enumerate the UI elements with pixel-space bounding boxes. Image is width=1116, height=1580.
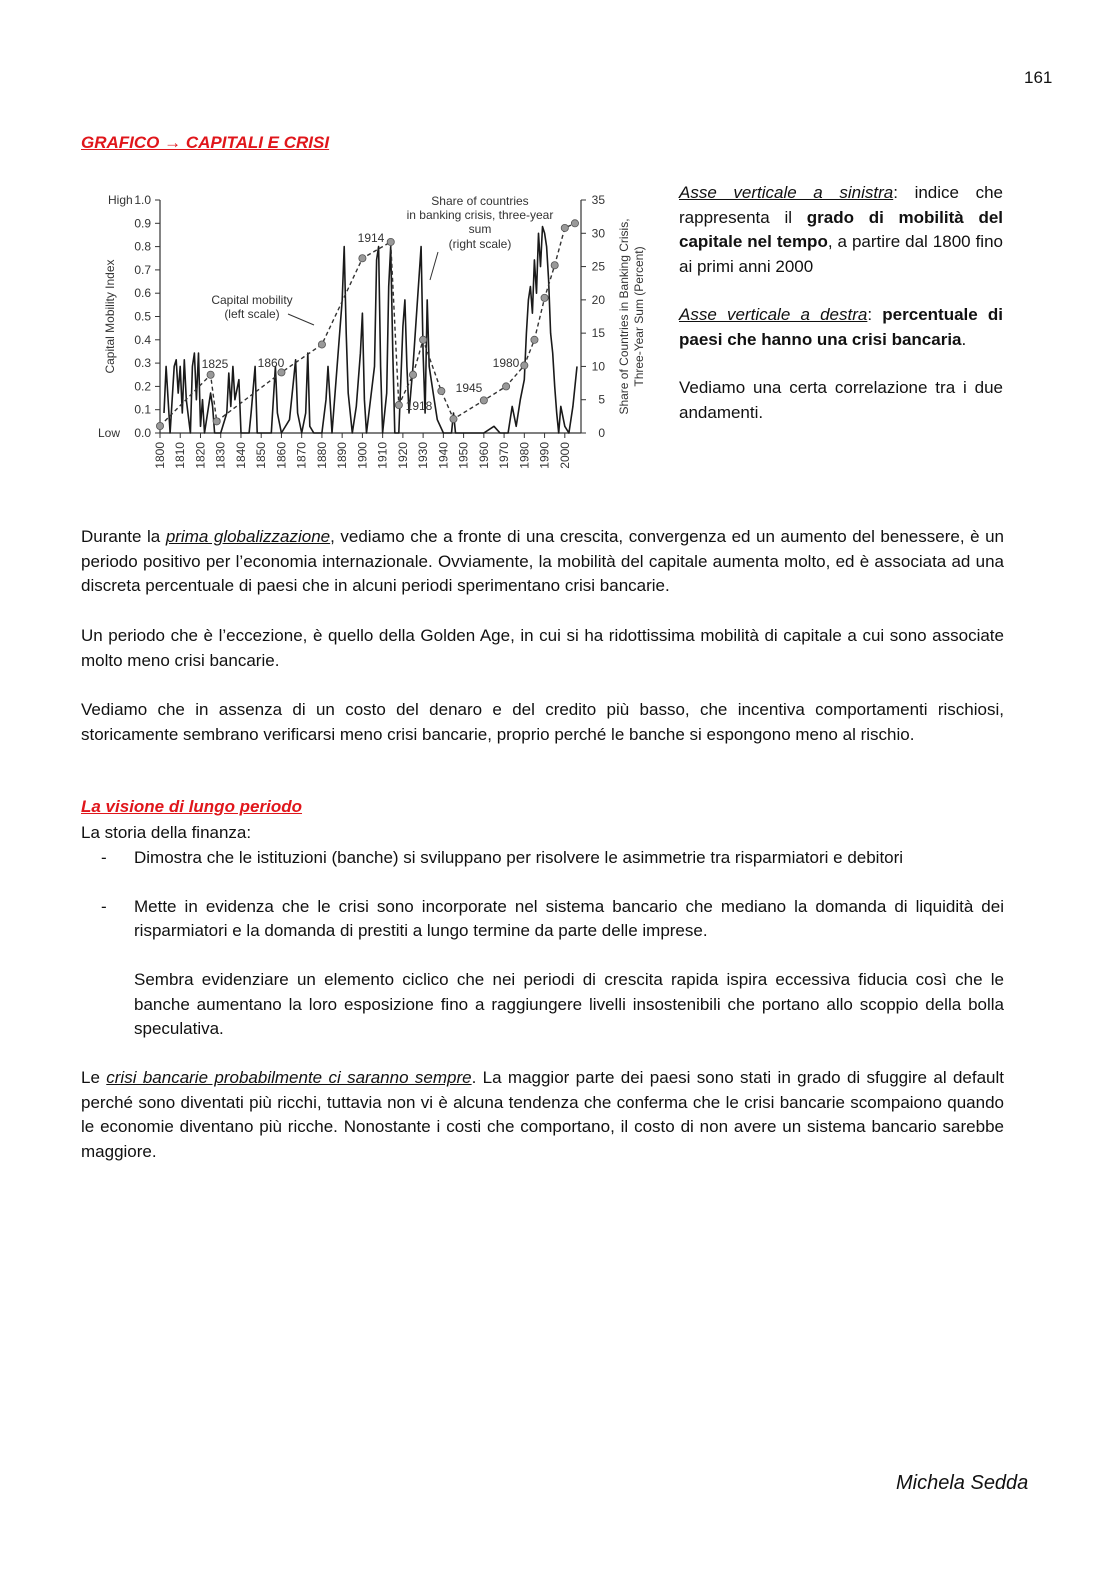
left-tick-label: 0.4: [134, 332, 151, 347]
x-tick-label: 1980: [517, 442, 532, 469]
left-low-label: Low: [98, 426, 121, 440]
right-tick-label: 5: [598, 392, 605, 407]
annotation-share-2: in banking crisis, three-year: [406, 208, 554, 222]
capital-mobility-point: [480, 397, 487, 404]
left-axis-title: Capital Mobility Index: [103, 259, 117, 374]
capital-mobility-point: [551, 262, 558, 269]
left-tick-label: 0.2: [134, 379, 151, 394]
capital-mobility-point: [395, 401, 402, 408]
x-tick-label: 1890: [335, 442, 350, 469]
storia-finanza-list: [81, 821, 1004, 1042]
left-tick-label: 0.7: [134, 262, 151, 277]
author-signature: Michela Sedda: [896, 1472, 1029, 1494]
annotation-year-1914: 1914: [357, 231, 385, 245]
page-number: 161: [1024, 68, 1053, 87]
x-tick-label: 1830: [213, 442, 228, 469]
capital-mobility-point: [359, 255, 366, 262]
capital-mobility-point: [213, 418, 220, 425]
x-tick-label: 1880: [314, 442, 329, 469]
paragraph-crisi-sempre: Le crisi bancarie probabilmente ci saranno sempre. La maggior parte dei paesi sono stati in grado di sfuggire al default perché sono diventati più ricchi, tuttavia non vi è alcuna tendenza che conferma che le crisi bancarie scompaiono quando le economie diventano più ricche. Nonostante i costi che comportano, il costo di non avere un sistema bancario sarebbe maggiore.: [81, 1068, 1004, 1161]
annotation-year-1945: 1945: [455, 381, 483, 395]
left-tick-label: 0.3: [134, 356, 151, 371]
x-tick-label: 1940: [436, 442, 451, 469]
chart-svg: [88, 180, 668, 485]
right-axis-explanation: Asse verticale a destra: percentuale di paesi che hanno una crisi bancaria.: [679, 305, 1004, 349]
x-tick-label: 1960: [476, 442, 491, 469]
capital-mobility-point: [156, 422, 163, 429]
annotation-share-3: sum: [468, 222, 492, 236]
right-tick-label: 35: [591, 193, 605, 207]
right-tick-label: 15: [591, 326, 605, 341]
capital-mobility-point: [387, 238, 394, 245]
x-tick-label: 1900: [355, 442, 370, 469]
x-tick-label: 1920: [395, 442, 410, 469]
capital-mobility-point: [503, 383, 510, 390]
list-item: - Dimostra che le istituzioni (banche) si sviluppano per risolvere le asimmetrie tra risparmiatori e debitori: [81, 846, 1004, 871]
capital-mobility-point: [438, 387, 445, 394]
capital-mobility-point: [541, 294, 548, 301]
capital-mobility-point: [561, 224, 568, 231]
x-tick-label: 1930: [416, 442, 431, 469]
annotation-year-1918: 1918: [405, 399, 433, 413]
x-tick-label: 1950: [456, 442, 471, 469]
list-dash: -: [101, 896, 107, 916]
correlation-note: Vediamo una certa correlazione tra i due andamenti.: [679, 378, 1003, 422]
right-tick-label: 20: [591, 292, 605, 307]
x-tick-label: 1810: [173, 442, 188, 469]
left-tick-label: 0.1: [134, 402, 151, 417]
paragraph-prima-globalizzazione: Durante la prima globalizzazione, vediamo che a fronte di una crescita, convergenza ed un aumento del benessere, è un periodo positivo per l’economia internazionale. Ovviamente, la mobilità del capitale aumenta molto, ed è associata ad una discreta percentuale di paesi che in alcuni periodi sperimentano crisi bancarie.: [81, 527, 1004, 595]
x-tick-label: 1860: [274, 442, 289, 469]
capital-mobility-chart: [88, 180, 668, 485]
annotation-year-1860: 1860: [257, 356, 285, 370]
annotation-year-1825: 1825: [201, 357, 229, 371]
capital-mobility-point: [318, 341, 325, 348]
annotation-share-4: (right scale): [448, 237, 512, 251]
paragraph-costo-denaro: Vediamo che in assenza di un costo del denaro e del credito più basso, che incentiva comportamenti rischiosi, storicamente sembrano verificarsi meno crisi bancarie, proprio perché le banche si espongono meno al rischio.: [81, 700, 1004, 744]
annotation-share-1: Share of countries: [431, 194, 529, 208]
x-tick-label: 1870: [294, 442, 309, 469]
capital-mobility-line: [160, 223, 575, 426]
capital-mobility-point: [531, 336, 538, 343]
capital-mobility-point: [571, 220, 578, 227]
left-tick-label: 0.8: [134, 239, 151, 254]
left-tick-label: 0.6: [134, 286, 151, 301]
list-dash: -: [101, 847, 107, 867]
list-item: - Mette in evidenza che le crisi sono incorporate nel sistema bancario che mediano la domanda di liquidità dei risparmiatori e la domanda di prestiti a lungo termine da parte delle imprese.: [101, 896, 1004, 940]
list-item-continuation: Sembra evidenziare un elemento ciclico che nei periodi di crescita rapida ispira eccessiva fiducia così che le banche aumentano la loro esposizione fino a raggiungere livelli insostenibili che portano allo scoppio della bolla speculativa.: [134, 970, 1004, 1038]
right-tick-label: 25: [591, 259, 605, 274]
x-tick-label: 1800: [153, 442, 167, 469]
annotation-capital-pointer: [288, 314, 314, 325]
paragraph-golden-age: Un periodo che è l’eccezione, è quello della Golden Age, in cui si ha ridottissima mobilità di capitale a cui sono associate molto meno crisi bancarie.: [81, 626, 1004, 670]
left-tick-label: 0.9: [134, 216, 151, 231]
x-tick-label: 1850: [254, 442, 269, 469]
x-tick-label: 2000: [557, 442, 572, 469]
list-intro: La storia della finanza:: [81, 823, 252, 842]
annotation-year-1980: 1980: [492, 356, 520, 370]
right-tick-label: 10: [591, 359, 605, 374]
x-tick-label: 1990: [537, 442, 552, 469]
section-title-grafico: GRAFICO → CAPITALI E CRISI: [81, 133, 330, 152]
left-high-label: High: [108, 193, 133, 207]
right-tick-label: 0: [598, 426, 605, 440]
capital-mobility-point: [450, 415, 457, 422]
chart-explanation: [679, 181, 1003, 449]
annotation-capital-1: Capital mobility: [211, 293, 293, 307]
annotation-share-pointer: [430, 252, 438, 280]
left-axis-explanation: Asse verticale a sinistra: indice che rappresenta il grado di mobilità del capitale nel tempo, a partire dal 1800 fino ai primi anni 2000: [679, 183, 1004, 276]
x-tick-label: 1910: [375, 442, 390, 469]
capital-mobility-point: [521, 362, 528, 369]
capital-mobility-point: [207, 371, 214, 378]
section-title-lungo-periodo: La visione di lungo periodo: [81, 797, 303, 816]
x-tick-label: 1970: [497, 442, 512, 469]
right-axis-title-line1: Share of Countries in Banking Crisis,: [617, 218, 631, 415]
x-tick-label: 1820: [193, 442, 208, 469]
capital-mobility-point: [409, 371, 416, 378]
left-tick-label: 0.5: [134, 309, 151, 324]
right-axis-title-line2: Three-Year Sum (Percent): [632, 246, 646, 387]
x-tick-label: 1840: [233, 442, 248, 469]
left-tick-label: 1.0: [134, 193, 151, 207]
banking-crisis-line: [164, 227, 577, 433]
right-tick-label: 30: [591, 226, 605, 241]
left-tick-label: 0.0: [134, 426, 151, 440]
annotation-capital-2: (left scale): [224, 307, 280, 321]
capital-mobility-point: [420, 336, 427, 343]
